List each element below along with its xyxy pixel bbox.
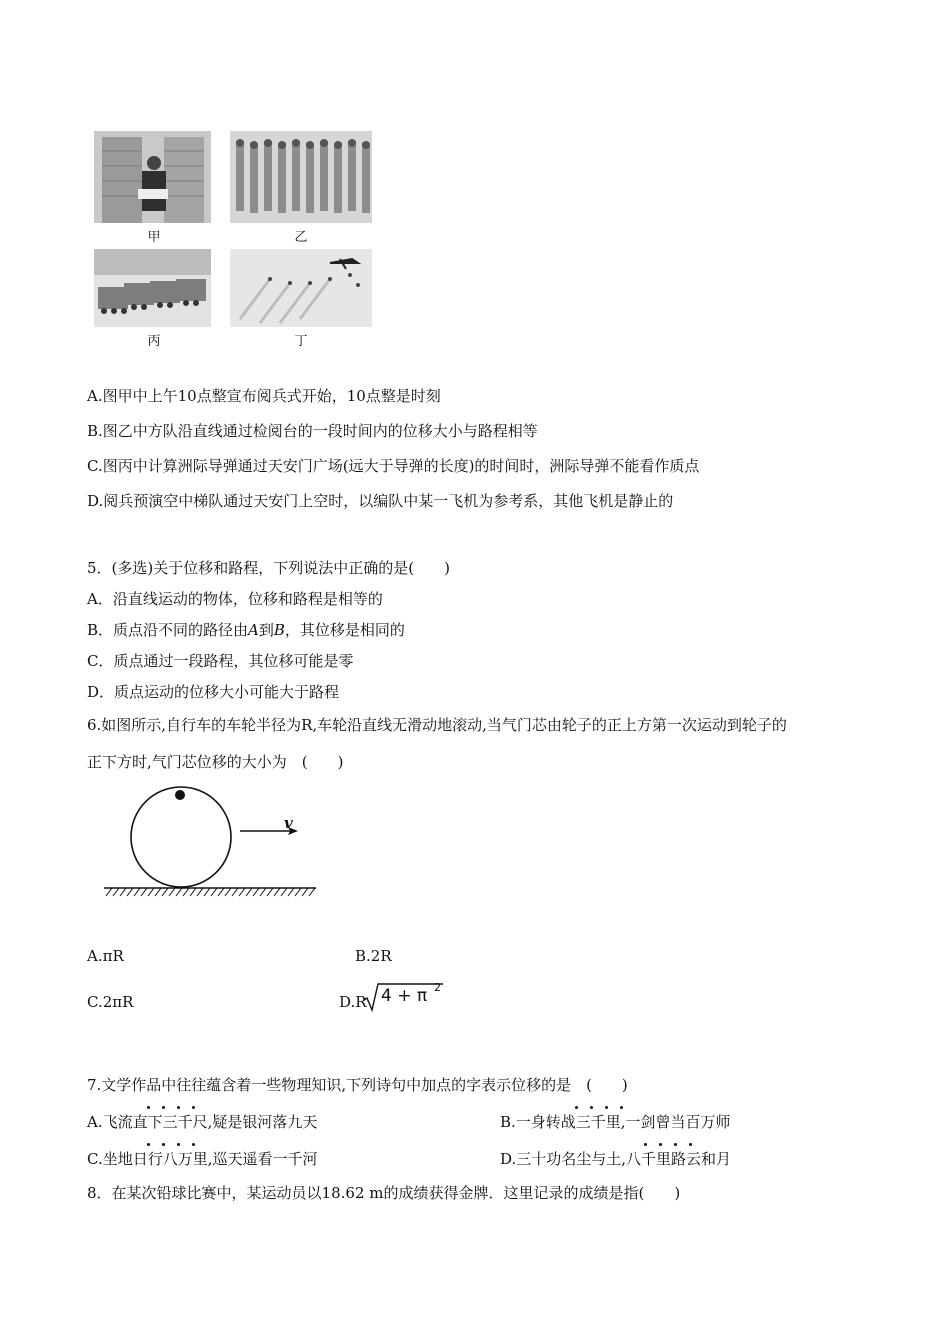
photo-yi-image [230, 131, 372, 223]
photo-bing [94, 249, 211, 327]
photo-jia-image [94, 131, 211, 223]
q7-stem: 7.文学作品中往往蕴含着一些物理知识,下列诗句中加点的字表示位移的是 ( ) [87, 1076, 628, 1094]
wheel-diagram [100, 785, 320, 900]
sqrt-radicand: 4 + π [381, 986, 428, 1006]
q6-option-b: B.2R [355, 947, 392, 965]
q5-option-b-pre: B．质点沿不同的路径由 [87, 621, 249, 639]
photo-yi [230, 131, 372, 223]
q4-option-a: A.图甲中上午10点整宣布阅兵式开始，10点整是时刻 [87, 387, 441, 405]
q6-option-c: C.2πR [87, 993, 134, 1011]
point-a-label: A [248, 621, 259, 639]
valve-dot [175, 790, 185, 800]
caption-jia: 甲 [147, 230, 161, 245]
q6-option-d-prefix: D.R [339, 993, 367, 1011]
emphasis-dot [590, 1106, 593, 1109]
q5-option-b-post: ，其位移是相同的 [284, 621, 405, 639]
emphasis-dot [659, 1143, 662, 1146]
caption-ding: 丁 [294, 334, 308, 349]
q7-option-a: A.飞流直下三千尺,疑是银河落九天 [87, 1113, 318, 1131]
photo-jia [94, 131, 211, 223]
q8-stem: 8．在某次铅球比赛中，某运动员以18.62 m的成绩获得金牌．这里记录的成绩是指( ) [87, 1184, 681, 1202]
wheel-circle [131, 787, 231, 887]
photo-ding-image [230, 249, 372, 327]
q4-option-c: C.图丙中计算洲际导弹通过天安门广场(远大于导弹的长度)的时间时，洲际导弹不能看作质点 [87, 457, 700, 475]
q4-option-b: B.图乙中方队沿直线通过检阅台的一段时间内的位移大小与路程相等 [87, 422, 538, 440]
q5-option-d: D．质点运动的位移大小可能大于路程 [87, 683, 340, 701]
q7-option-b: B.一身转战三千里,一剑曾当百万师 [500, 1113, 731, 1131]
q6-stem-line2: 正下方时,气门芯位移的大小为 ( ) [87, 753, 344, 771]
ground-hatch [106, 888, 315, 896]
emphasis-dot [644, 1143, 647, 1146]
q7-option-d: D.三十功名尘与土,八千里路云和月 [500, 1150, 732, 1168]
q5-option-b-mid: 到 [258, 621, 274, 639]
velocity-label: v [284, 814, 293, 832]
q7-option-c: C.坐地日行八万里,巡天遥看一千河 [87, 1150, 318, 1168]
emphasis-dot [674, 1143, 677, 1146]
photo-ding [230, 249, 372, 327]
emphasis-dot [147, 1106, 150, 1109]
q5-option-c: C．质点通过一段路程，其位移可能是零 [87, 652, 354, 670]
emphasis-dot [177, 1106, 180, 1109]
emphasis-dot [620, 1106, 623, 1109]
photo-bing-image [94, 249, 211, 327]
q6-stem-line1: 6.如图所示,自行车的车轮半径为R,车轮沿直线无滑动地滚动,当气门芯由轮子的正上方第一次运动到轮子的 [87, 716, 787, 734]
emphasis-dot [689, 1143, 692, 1146]
sqrt-exponent: 2 [434, 981, 441, 994]
q5-option-b [87, 620, 405, 640]
caption-bing: 丙 [147, 334, 161, 349]
q4-option-d: D.阅兵预演空中梯队通过天安门上空时，以编队中某一飞机为参考系，其他飞机是静止的 [87, 492, 674, 510]
emphasis-dot [192, 1106, 195, 1109]
emphasis-dot [605, 1106, 608, 1109]
q6-option-a: A.πR [87, 947, 124, 965]
emphasis-dot [147, 1143, 150, 1146]
point-b-label: B [273, 621, 285, 639]
emphasis-dot [162, 1106, 165, 1109]
caption-yi: 乙 [294, 230, 308, 245]
emphasis-dot [192, 1143, 195, 1146]
emphasis-dot [162, 1143, 165, 1146]
emphasis-dot [177, 1143, 180, 1146]
q5-option-a: A．沿直线运动的物体，位移和路程是相等的 [87, 590, 383, 608]
q5-stem: 5．(多选)关于位移和路程，下列说法中正确的是( ) [87, 559, 450, 577]
emphasis-dot [575, 1106, 578, 1109]
